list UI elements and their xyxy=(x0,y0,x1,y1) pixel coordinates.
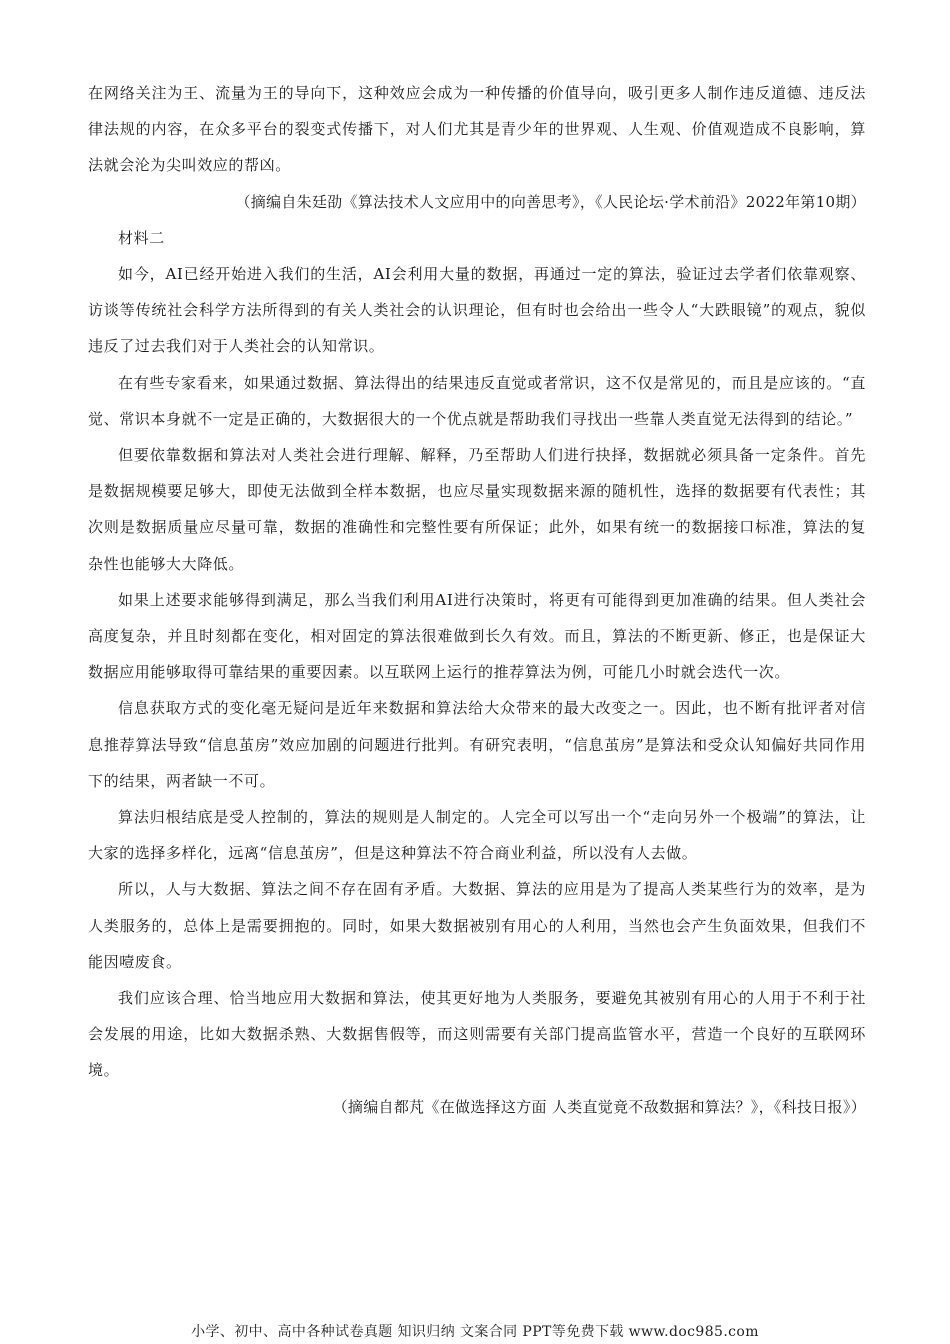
paragraph: 但要依靠数据和算法对人类社会进行理解、解释，乃至帮助人们进行抉择，数据就必须具备一定条件。首先是数据规模要足够大，即使无法做到全样本数据，也应尽量实现数据来源的随机性，选择的数据要有代表性；其次则是数据质量应尽量可靠，数据的准确性和完整性要有所保证；此外，如果有统一的数据接口标准，算法的复杂性也能够大大降低。 xyxy=(88,446,866,573)
source-citation-2: （摘编自都芃《在做选择这方面 人类直觉竟不敌数据和算法？》，《科技日报》） xyxy=(332,1097,866,1116)
paragraph: 我们应该合理、恰当地应用大数据和算法，使其更好地为人类服务，要避免其被别有用心的人用于不利于社会发展的用途，比如大数据杀熟、大数据售假等，而这则需要有关部门提高监管水平，营造一个良好的互联网环境。 xyxy=(88,989,866,1080)
paragraph: 算法归根结底是受人控制的，算法的规则是人制定的。人完全可以写出一个“走向另外一个极端”的算法，让大家的选择多样化，远离“信息茧房”，但是这种算法不符合商业利益，所以没有人去做。 xyxy=(88,808,866,863)
page-footer: 小学、初中、高中各种试卷真题 知识归纳 文案合同 PPT等免费下载 www.doc985.com xyxy=(191,1324,759,1340)
paragraph: 信息获取方式的变化毫无疑问是近年来数据和算法给大众带来的最大改变之一。因此，也不断有批评者对信息推荐算法导致“信息茧房”效应加剧的问题进行批判。有研究表明，“信息茧房”是算法和受众认知偏好共同作用下的结果，两者缺一不可。 xyxy=(88,699,866,790)
paragraph: 在有些专家看来，如果通过数据、算法得出的结果违反直觉或者常识，这不仅是常见的，而且是应该的。“直觉、常识本身就不一定是正确的，大数据很大的一个优点就是帮助我们寻找出一些靠人类直觉无法得到的结论。” xyxy=(88,373,866,428)
paragraph: 如今，AI已经开始进入我们的生活，AI会利用大量的数据，再通过一定的算法，验证过去学者们依靠观察、访谈等传统社会科学方法所得到的有关人类社会的认识理论，但有时也会给出一些令人“大跌眼镜”的观点，貌似违反了过去我们对于人类社会的认知常识。 xyxy=(88,265,866,356)
paragraph: 所以，人与大数据、算法之间不存在固有矛盾。大数据、算法的应用是为了提高人类某些行为的效率，是为人类服务的，总体上是需要拥抱的。同时，如果大数据被别有用心的人利用，当然也会产生负面效果，但我们不能因噎废食。 xyxy=(88,880,866,971)
source-citation-1: （摘编自朱廷劭《算法技术人文应用中的向善思考》，《人民论坛·学术前沿》2022年第10期） xyxy=(235,192,866,211)
paragraph-continuation: 在网络关注为王、流量为王的导向下，这种效应会成为一种传播的价值导向，吸引更多人制作违反道德、违反法律法规的内容，在众多平台的裂变式传播下，对人们尤其是青少年的世界观、人生观、价值观造成不良影响，算法就会沦为尖叫效应的帮凶。 xyxy=(88,84,866,175)
document-body xyxy=(88,75,866,1125)
paragraph: 如果上述要求能够得到满足，那么当我们利用AI进行决策时，将更有可能得到更加准确的结果。但人类社会高度复杂，并且时刻都在变化，相对固定的算法很难做到长久有效。而且，算法的不断更新、修正，也是保证大数据应用能够取得可靠结果的重要因素。以互联网上运行的推荐算法为例，可能几小时就会迭代一次。 xyxy=(88,590,866,682)
section-heading-material-two: 材料二 xyxy=(118,228,165,247)
